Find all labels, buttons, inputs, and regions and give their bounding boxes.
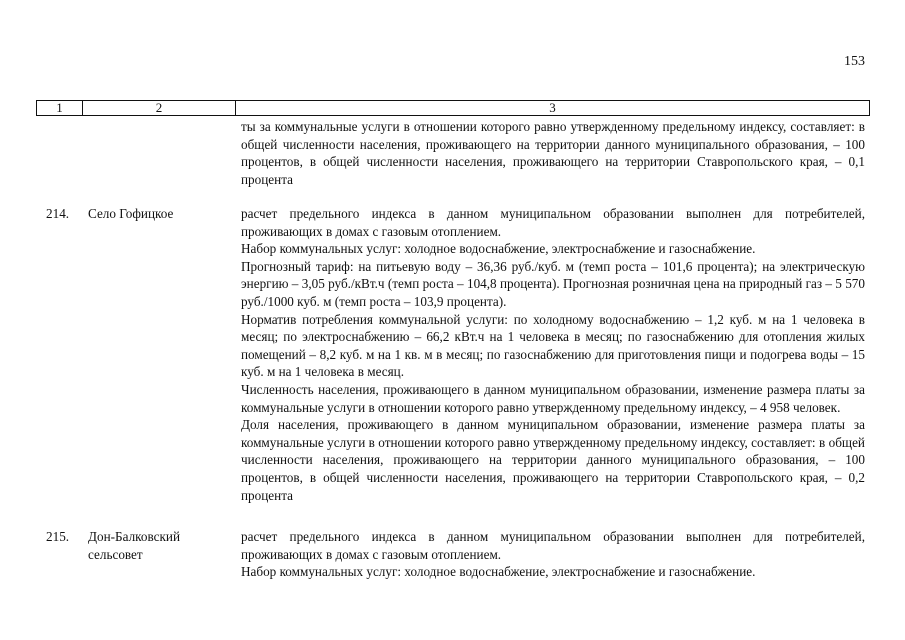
description-paragraph: Набор коммунальных услуг: холодное водоснабжение, электроснабжение и газоснабжение. xyxy=(241,241,756,257)
municipality-name: Дон-Балковский сельсовет xyxy=(88,529,181,562)
description-paragraph: расчет предельного индекса в данном муниципальном образовании выполнен для потребителей, проживающих в домах с газовым отоплением. xyxy=(241,529,865,562)
description-paragraph: Прогнозный тариф: на питьевую воду – 36,36 руб./куб. м (темп роста – 101,6 процента); на электрическую энергию – 3,05 руб./кВт.ч (темп роста – 104,8 процента). Прогнозная розничная цена на природный газ – 5 570 руб./1000 куб. м (темп роста – 103,9 процента). xyxy=(241,258,865,309)
entry-description xyxy=(241,205,865,504)
column-3-header: 3 xyxy=(549,100,556,115)
description-paragraph: Набор коммунальных услуг: холодное водоснабжение, электроснабжение и газоснабжение. xyxy=(241,564,756,580)
continuation-text xyxy=(241,118,865,188)
entry-description xyxy=(241,528,865,581)
description-paragraph: Численность населения, проживающего в данном муниципальном образовании, изменение размера платы за коммунальные услуги в отношении которого равно утвержденному предельному индексу, – 4 958 человек. xyxy=(241,381,865,415)
continuation-paragraph: ты за коммунальные услуги в отношении которого равно утвержденному предельному индексу, составляет: в общей численности населения, проживающего на территории данного муниципального образования, – 100 процентов, в общей численности населения, проживающего на территории Ставропольского края, – 0,1 процента xyxy=(241,119,865,187)
column-1-header: 1 xyxy=(37,101,83,115)
page-number: 153 xyxy=(844,54,865,69)
column-2-header: 2 xyxy=(83,101,236,115)
description-paragraph: расчет предельного индекса в данном муниципальном образовании выполнен для потребителей, проживающих в домах с газовым отоплением. xyxy=(241,206,865,239)
table-column-header xyxy=(36,100,870,116)
entry-number: 215. xyxy=(46,529,70,544)
description-paragraph: Доля населения, проживающего в данном муниципальном образовании, изменение размера платы за коммунальные услуги в отношении которого равно утвержденному предельному индексу, составляет: в общей численности населения, проживающего на территории данного муниципального образования, – 100 процентов, в общей численности населения, проживающего на территории Ставропольского края, – 0,2 процента xyxy=(241,417,865,503)
description-paragraph: Норматив потребления коммунальной услуги: по холодному водоснабжению – 1,2 куб. м на 1 человека в месяц; по электроснабжению – 66,2 кВт.ч на 1 человека в месяц; по газоснабжению для отопления жилых помещений – 8,2 куб. м на 1 кв. м в месяц; по газоснабжению для приготовления пищи и подогрева воды – 15 куб. м на 1 человека в месяц. xyxy=(241,311,865,380)
entry-number: 214. xyxy=(46,206,70,221)
municipality-name: Село Гофицкое xyxy=(88,206,174,221)
